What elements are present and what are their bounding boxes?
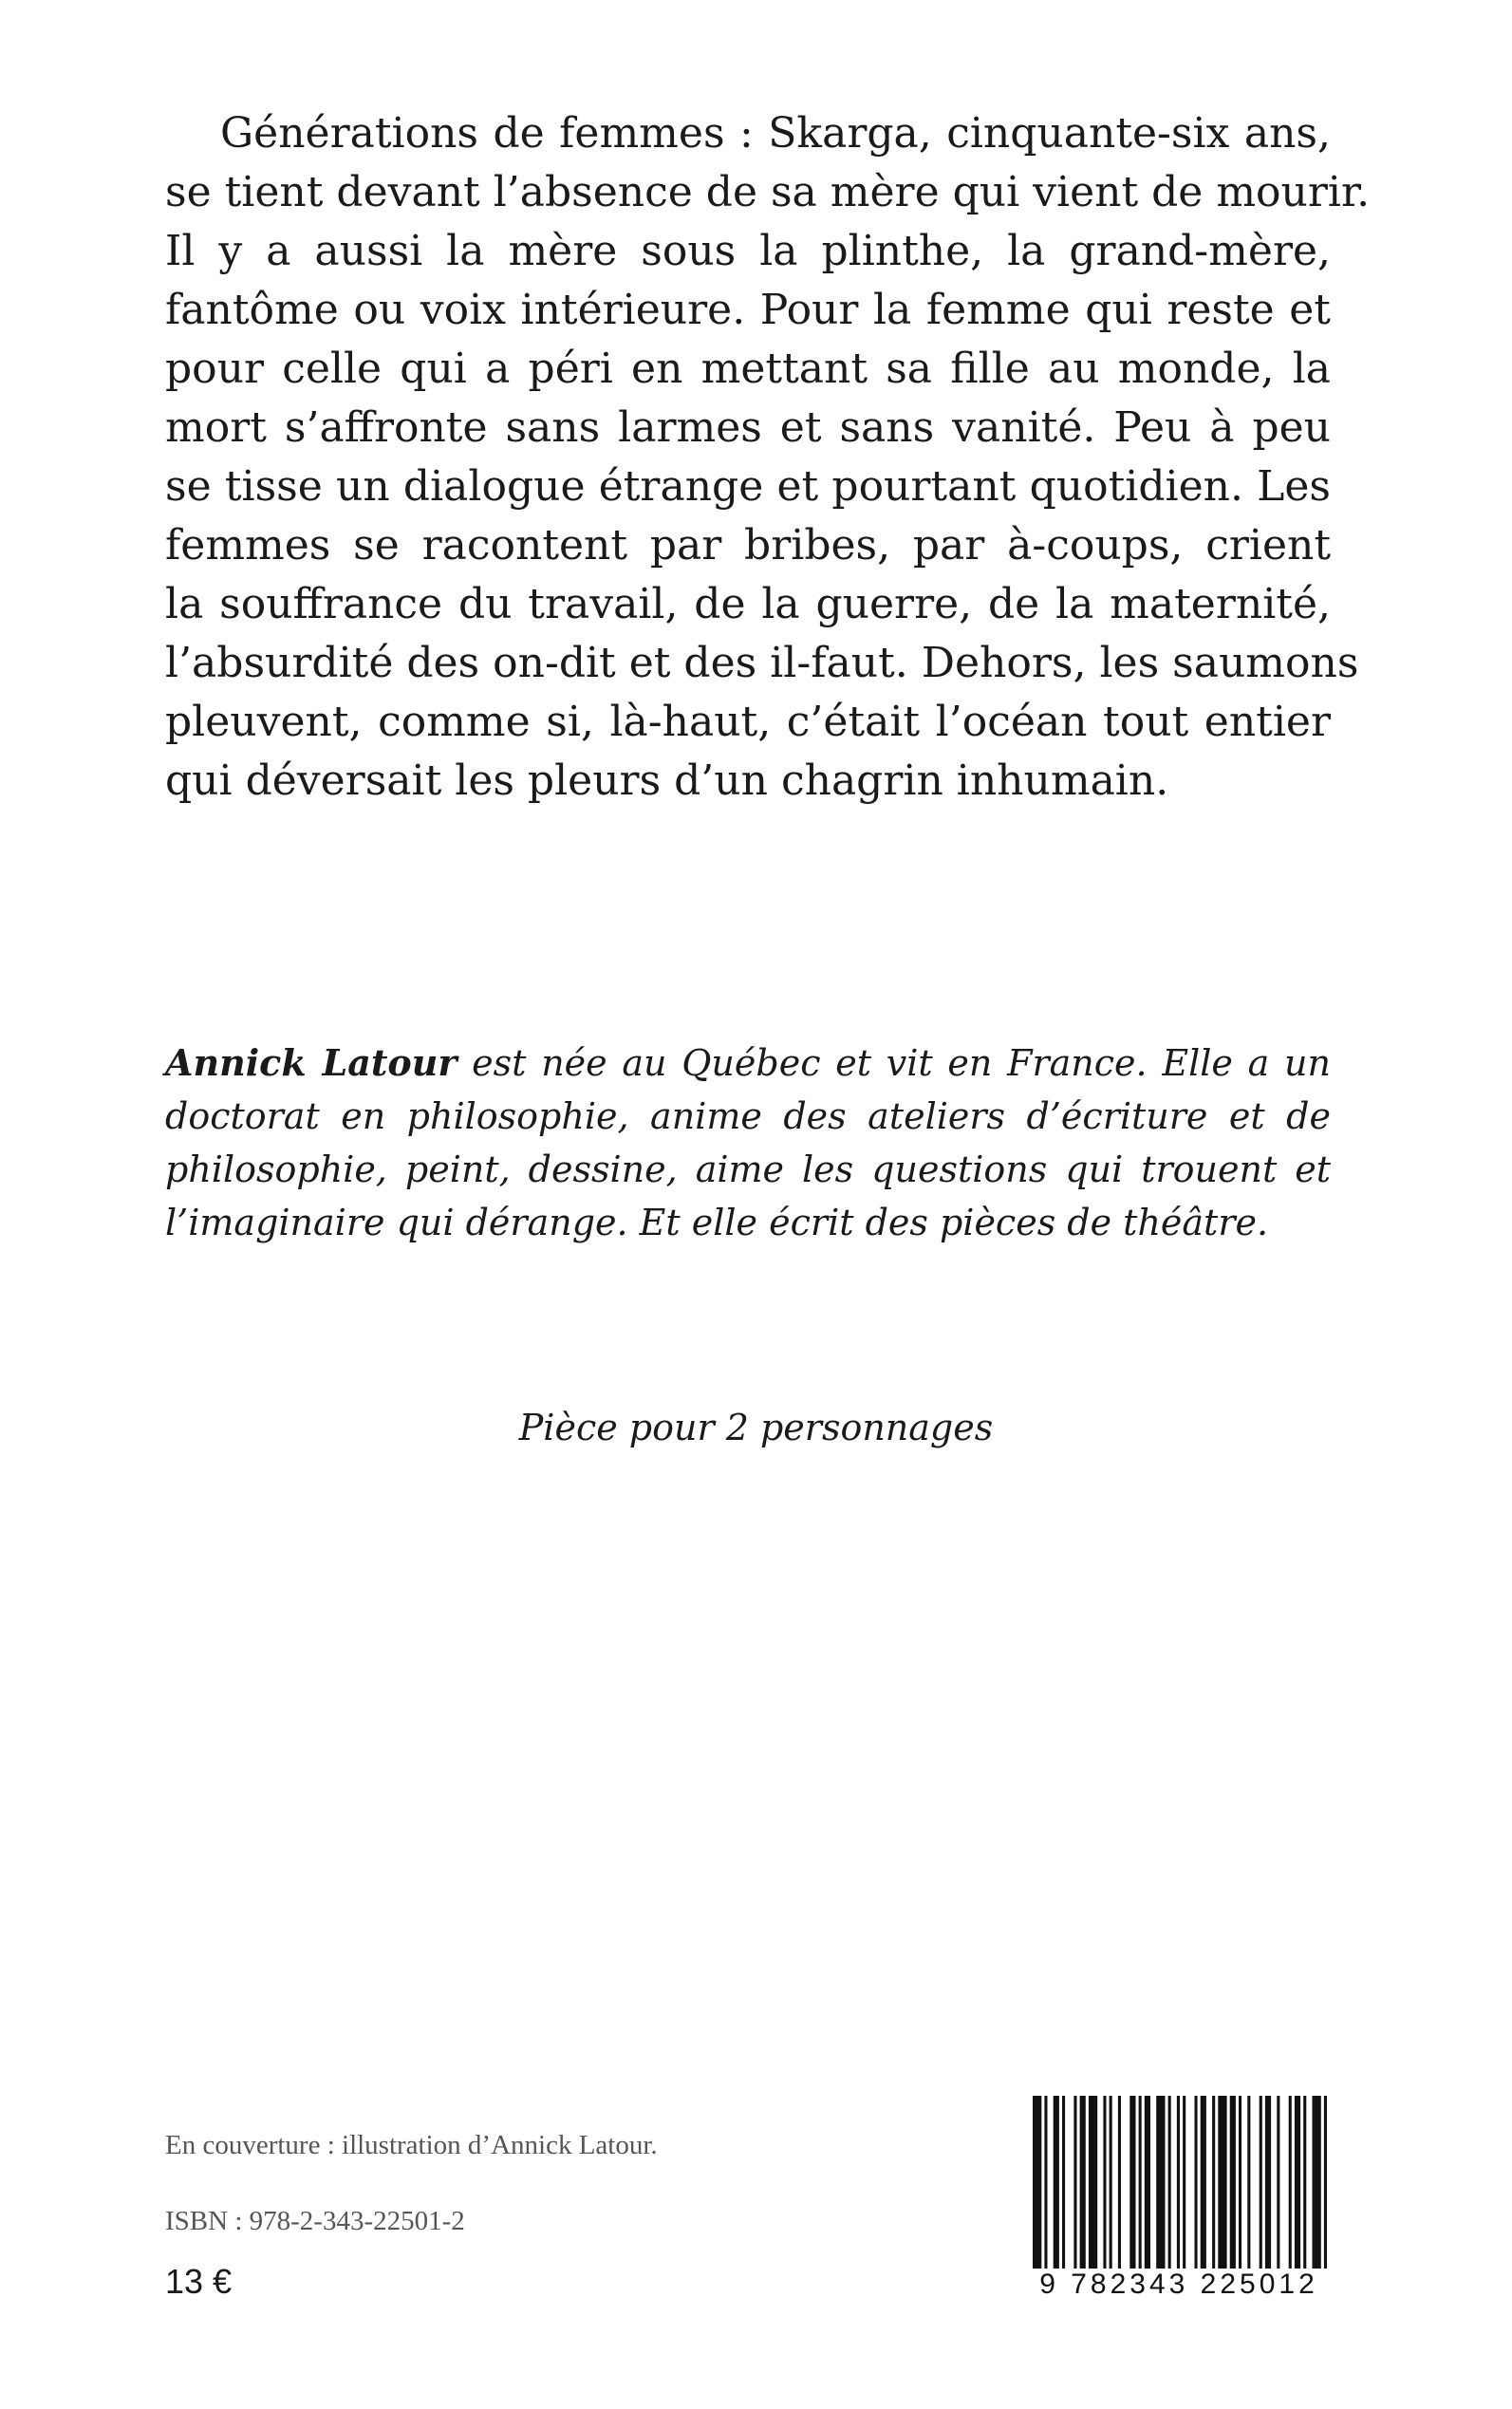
synopsis-line: se tisse un dialogue étrange et pourtant quotidien. Les — [165, 462, 1331, 511]
barcode-bar — [1139, 2096, 1142, 2269]
barcode-digits: 9 782343 225012 — [1039, 2269, 1318, 2300]
bio-line: l’imaginaire qui dérange. Et elle écrit des pièces de théâtre. — [165, 1202, 1269, 1243]
author-name: Annick Latour — [165, 1041, 457, 1084]
synopsis-line: qui déversait les pleurs d’un chagrin inhumain. — [165, 756, 1169, 805]
barcode-bar — [1054, 2096, 1059, 2269]
bio-line: doctorat en philosophie, anime des ateliers d’écriture et de — [165, 1095, 1331, 1137]
barcode-bar — [1103, 2096, 1106, 2269]
barcode-bar — [1212, 2096, 1215, 2269]
barcode-bar — [1295, 2096, 1300, 2269]
barcode-bar — [1118, 2096, 1121, 2269]
barcode-bar — [1044, 2096, 1047, 2269]
barcode-bar — [1089, 2096, 1097, 2269]
bio-line — [165, 1036, 1331, 1090]
barcode-bars — [1029, 2096, 1329, 2269]
play-subtitle: Pièce pour 2 personnages — [518, 1407, 994, 1448]
barcode-bar — [1247, 2096, 1250, 2269]
barcode-bar — [1183, 2096, 1185, 2269]
synopsis-line: l’absurdité des on-dit et des il-faut. Dehors, les saumons — [165, 639, 1359, 687]
barcode-bar — [1168, 2096, 1171, 2269]
barcode-bar — [1177, 2096, 1180, 2269]
barcode-bar — [1239, 2096, 1241, 2269]
barcode-bar — [1145, 2096, 1150, 2269]
barcode-bar — [1201, 2096, 1206, 2269]
barcode-bar — [1277, 2096, 1279, 2269]
barcode-bar — [1230, 2096, 1236, 2269]
barcode-bar — [1195, 2096, 1198, 2269]
barcode-bar — [1218, 2096, 1226, 2269]
barcode-bar — [1073, 2096, 1076, 2269]
isbn-text: ISBN : 978-2-343-22501-2 — [165, 2206, 465, 2236]
synopsis-line: Il y a aussi la mère sous la plinthe, la grand-mère, — [165, 227, 1331, 275]
barcode-bar — [1289, 2096, 1292, 2269]
price-text: 13 € — [165, 2262, 233, 2301]
barcode-bar — [1324, 2096, 1327, 2269]
synopsis-line: mort s’affronte sans larmes et sans vanité. Peu à peu — [165, 403, 1331, 452]
synopsis-line: femmes se racontent par bribes, par à-coups, crient — [165, 521, 1331, 570]
barcode-bar — [1080, 2096, 1086, 2269]
barcode-bar — [1062, 2096, 1065, 2269]
bio-line: philosophie, peint, dessine, aime les questions qui trouent et — [165, 1148, 1331, 1190]
barcode-bar — [1033, 2096, 1041, 2269]
synopsis-line: fantôme ou voix intérieure. Pour la femme qui reste et — [165, 286, 1331, 334]
barcode-bar — [1260, 2096, 1262, 2269]
author-bio — [165, 1036, 1331, 1249]
barcode-bar — [1303, 2096, 1306, 2269]
barcode-bar — [1265, 2096, 1271, 2269]
barcode-bar — [1313, 2096, 1321, 2269]
synopsis-line: se tient devant l’absence de sa mère qui vient de mourir. — [165, 168, 1371, 216]
synopsis-line: pleuvent, comme si, là-haut, c’était l’océan tout entier — [165, 698, 1331, 746]
synopsis-line: Générations de femmes : Skarga, cinquante-six ans, — [220, 109, 1331, 158]
synopsis-line: pour celle qui a péri en mettant sa fille au monde, la — [165, 345, 1331, 393]
barcode-bar — [1156, 2096, 1165, 2269]
cover-credit: En couverture : illustration d’Annick Latour. — [165, 2130, 658, 2160]
barcode-bar — [1129, 2096, 1135, 2269]
synopsis — [165, 104, 1371, 811]
synopsis-line: la souffrance du travail, de la guerre, de la maternité, — [165, 580, 1331, 628]
barcode-bar — [1110, 2096, 1112, 2269]
bio-first-line-rest: est née au Québec et vit en France. Elle a un — [457, 1042, 1331, 1084]
